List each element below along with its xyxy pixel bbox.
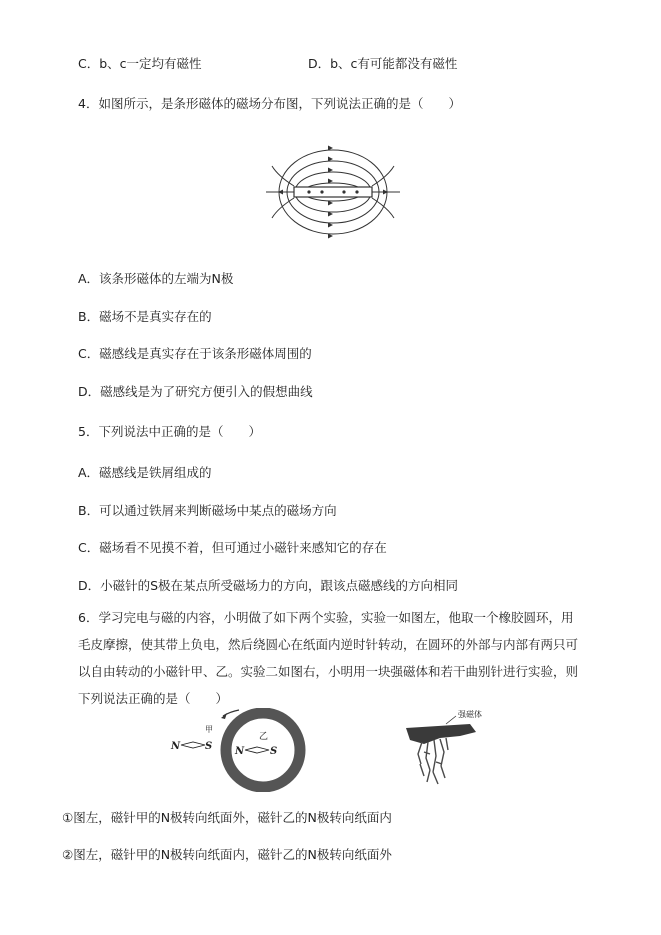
q5-option-b: B．可以通过铁屑来判断磁场中某点的磁场方向 (78, 503, 337, 518)
needle-jia-n: N (171, 741, 181, 752)
q5-option-d: D．小磁针的S极在某点所受磁场力的方向，跟该点磁感线的方向相同 (78, 578, 459, 593)
q5-option-c: C．磁场看不见摸不着，但可通过小磁针来感知它的存在 (78, 540, 387, 555)
q6-item-2: ②图左，磁针甲的N极转向纸面内，磁针乙的N极转向纸面外 (62, 847, 392, 862)
q5-option-a: A．磁感线是铁屑组成的 (78, 465, 212, 480)
q5-stem: 5．下列说法中正确的是（ ） (78, 424, 261, 439)
q6-item-1: ①图左，磁针甲的N极转向纸面外，磁针乙的N极转向纸面内 (62, 810, 392, 825)
q4-option-b: B．磁场不是真实存在的 (78, 309, 212, 324)
needle-jia-s: S (205, 741, 213, 752)
strong-magnet-figure (400, 706, 520, 792)
q4-option-a: A．该条形磁体的左端为N极 (78, 271, 234, 286)
bar-magnet-field-figure (264, 140, 402, 248)
needle-yi (245, 747, 269, 753)
q4-option-c: C．磁感线是真实存在于该条形磁体周围的 (78, 346, 312, 361)
needle-jia (181, 742, 205, 748)
needle-yi-s: S (270, 746, 278, 757)
strong-magnet-label: 强磁体 (458, 710, 482, 719)
q4-option-d: D．磁感线是为了研究方便引入的假想曲线 (78, 384, 313, 399)
needle-yi-label: 乙 (259, 732, 269, 742)
q4-stem: 4．如图所示，是条形磁体的磁场分布图，下列说法正确的是（ ） (78, 96, 461, 111)
needle-jia-label: 甲 (205, 725, 213, 734)
paperclips (418, 738, 448, 784)
rubber-ring-figure (165, 708, 315, 792)
q3-option-c: C．b、c一定均有磁性 (78, 56, 202, 71)
q3-option-d: D．b、c有可能都没有磁性 (308, 56, 458, 71)
needle-yi-n: N (235, 746, 245, 757)
q6-stem: 6．学习完电与磁的内容，小明做了如下两个实验，实验一如图左，他取一个橡胶圆环，用毛皮摩擦，使其带上负电，然后绕圆心在纸面内逆时针转动，在圆环的外部与内部有两只可以自由转动的小磁针甲、乙。实验二如图右，小明用一块强磁体和若干曲别针进行实验，则下列说法正确的是（ ） (78, 610, 579, 706)
